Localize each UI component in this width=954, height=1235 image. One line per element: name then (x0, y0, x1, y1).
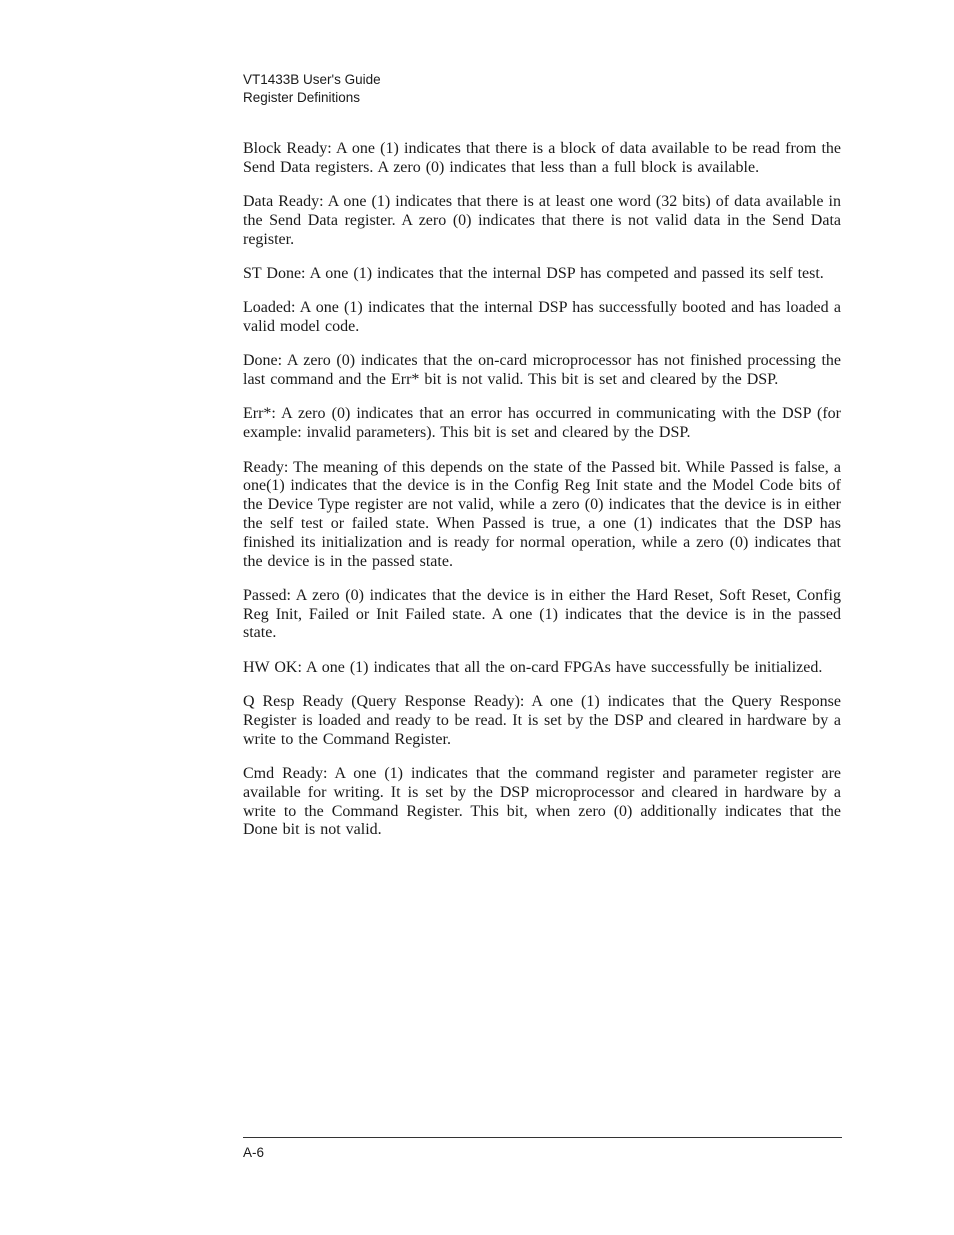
paragraph-passed: Passed: A zero (0) indicates that the device is in either the Hard Reset, Soft Reset, Config Reg Init, Failed or Init Failed state. A one (1) indicates that the device is in the passed state. (243, 586, 841, 642)
running-header (243, 71, 381, 107)
footer-divider (243, 1137, 842, 1138)
paragraph-loaded: Loaded: A one (1) indicates that the internal DSP has successfully booted and has loaded a valid model code. (243, 299, 841, 336)
paragraph-done: Done: A zero (0) indicates that the on-card microprocessor has not finished processing the last command and the Err* bit is not valid. This bit is set and cleared by the DSP. (243, 352, 841, 389)
document-title: VT1433B User's Guide (243, 72, 381, 87)
paragraph-hw-ok: HW OK: A one (1) indicates that all the on-card FPGAs have successfully be initialized. (243, 658, 823, 676)
body-text (243, 140, 841, 856)
paragraph-block-ready: Block Ready: A one (1) indicates that there is a block of data available to be read from the Send Data registers. A zero (0) indicates that less than a full block is available. (243, 140, 841, 176)
paragraph-err: Err*: A zero (0) indicates that an error has occurred in communicating with the DSP (for example: invalid parameters). This bit is set and cleared by the DSP. (243, 405, 841, 442)
page-number: A-6 (243, 1145, 265, 1160)
paragraph-data-ready: Data Ready: A one (1) indicates that there is at least one word (32 bits) of data available in the Send Data register. A zero (0) indicates that there is not valid data in the Send Data register. (243, 193, 841, 248)
paragraph-cmd-ready: Cmd Ready: A one (1) indicates that the command register and parameter register are available for writing. It is set by the DSP microprocessor and cleared in hardware by a write to the Command Register. This bit, when zero (0) additionally indicates that the Done bit is not valid. (243, 764, 841, 839)
paragraph-ready: Ready: The meaning of this depends on the state of the Passed bit. While Passed is false, a one(1) indicates that the device is in the Config Reg Init state and the Model Code bits of the Device Type register are not valid, while a zero (0) indicates that the device is in either the self test or failed state. When Passed is true, a one (1) indicates that the DSP has finished its initialization and is ready for normal operation, while a zero (0) indicates that the device is in the passed state. (243, 458, 841, 570)
paragraph-q-resp-ready: Q Resp Ready (Query Response Ready): A one (1) indicates that the Query Response Register is loaded and ready to be read. It is set by the DSP and cleared in hardware by a write to the Command Register. (243, 693, 841, 748)
section-title: Register Definitions (243, 90, 361, 105)
paragraph-st-done: ST Done: A one (1) indicates that the internal DSP has competed and passed its self test. (243, 264, 824, 282)
